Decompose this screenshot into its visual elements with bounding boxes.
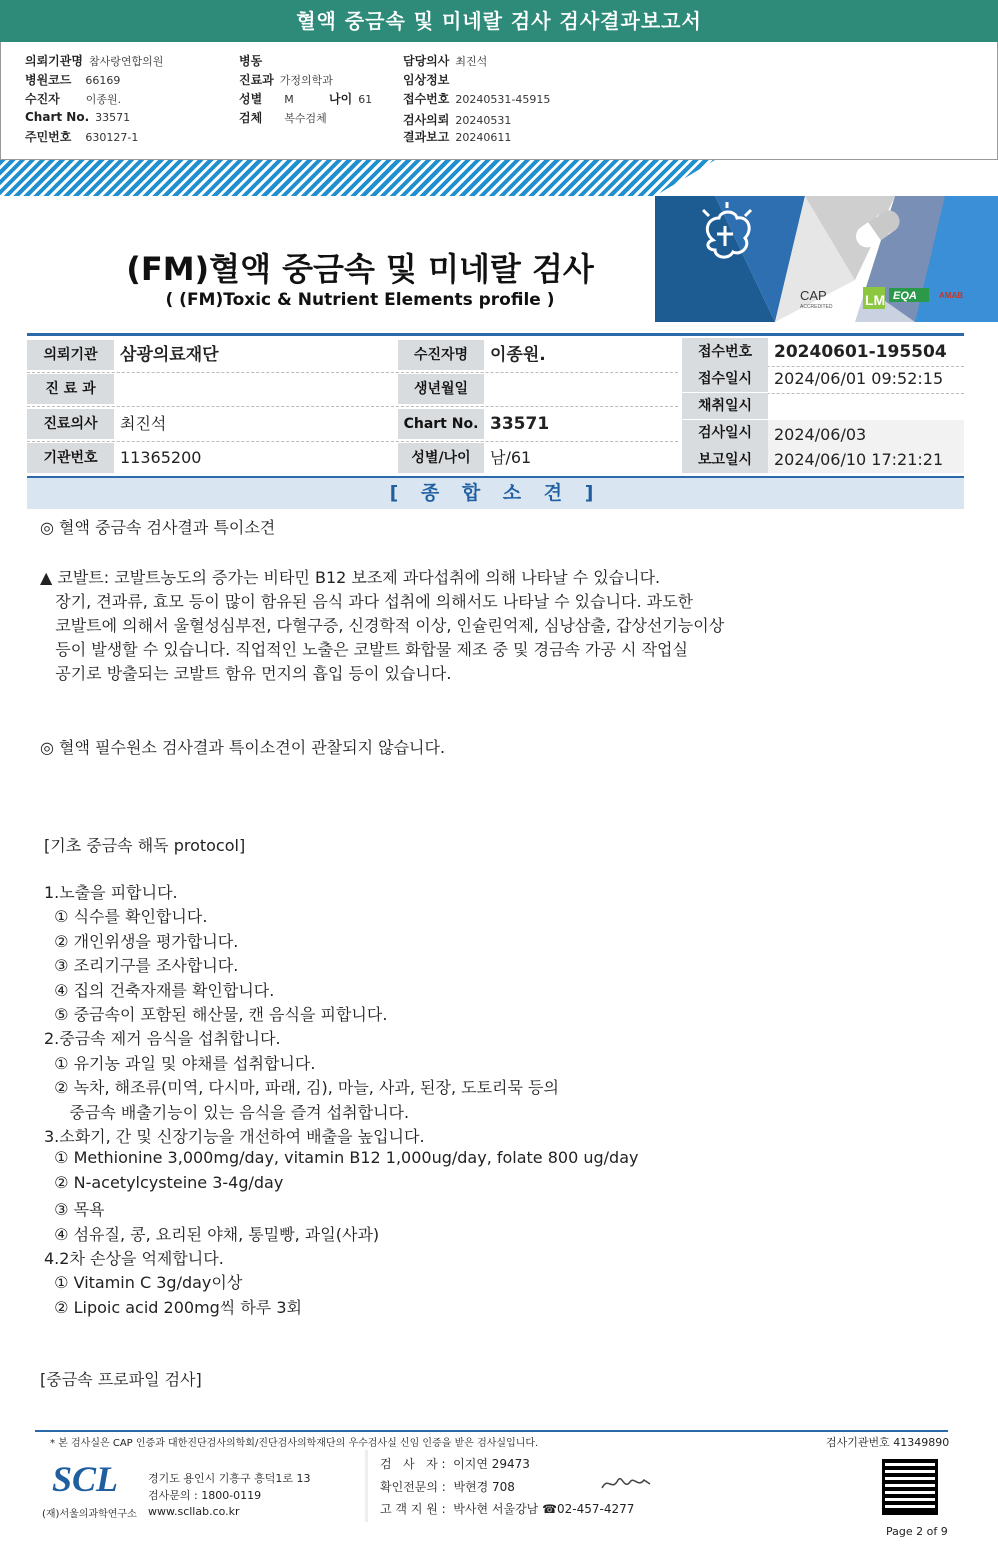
- summary-heading: [ 종 합 소 견 ]: [27, 476, 964, 509]
- footer-notice: * 본 검사실은 CAP 인증과 대한진단검사의학회/진단검사의학재단의 우수검사실 신임 인증을 받은 검사실입니다.: [50, 1438, 539, 1449]
- cap-accredited: ACCREDITED: [800, 304, 833, 310]
- protocol-line: ① Vitamin C 3g/day이상: [44, 1273, 243, 1293]
- row-divider: [27, 372, 678, 373]
- header-info-panel: [0, 42, 998, 160]
- info-patient: 수진자 이종원.: [25, 92, 122, 106]
- label-requesting-org: 의뢰기관: [27, 340, 114, 370]
- value-collection-time: [768, 393, 964, 419]
- row-divider: [27, 406, 678, 407]
- scl-logo: SCL: [52, 1459, 119, 1499]
- value-report-time: 2024/06/10 17:21:21: [768, 447, 964, 473]
- profile-title: [중금속 프로파일 검사]: [40, 1370, 202, 1389]
- protocol-line: 1.노출을 피합니다.: [44, 883, 178, 902]
- info-requesting-org: 의뢰기관명 참사랑연합의원: [25, 54, 164, 68]
- row-divider: [27, 441, 678, 442]
- value-chart-no: 33571: [490, 414, 550, 434]
- label-doctor: 진료의사: [27, 409, 114, 439]
- label-chart-no: Chart No.: [398, 409, 484, 439]
- qr-code: [882, 1459, 938, 1515]
- amab-logo: AMAB: [939, 291, 963, 300]
- protocol-line: 3.소화기, 간 및 신장기능을 개선하여 배출을 높입니다.: [44, 1127, 425, 1146]
- summary-essential-element-line: ◎ 혈액 필수원소 검사결과 특이소견이 관찰되지 않습니다.: [40, 738, 446, 757]
- value-sex-age: 남/61: [490, 448, 532, 467]
- footer-reviewer: 확인전문의 : 박현경 708: [380, 1480, 515, 1494]
- footer-tester: 검 사 자 : 이지연 29473: [380, 1457, 530, 1471]
- footer-divider: [365, 1450, 368, 1522]
- info-chart-no: Chart No. 33571: [25, 110, 131, 124]
- label-institution-no: 기관번호: [27, 443, 114, 473]
- value-department: [114, 374, 398, 404]
- value-patient-name: 이종원.: [490, 345, 546, 365]
- cap-logo: CAP: [800, 288, 827, 303]
- summary-cobalt-line: 등이 발생할 수 있습니다. 직업적인 노출은 코발트 화합물 제조 중 및 경금속 가공 시 작업실: [40, 640, 688, 659]
- report-title: 혈액 중금속 및 미네랄 검사 검사결과보고서: [0, 0, 998, 42]
- label-sex-age: 성별/나이: [398, 443, 484, 473]
- protocol-line: ④ 섬유질, 콩, 요리된 야채, 통밀빵, 과일(사과): [44, 1224, 380, 1244]
- test-title: (FM)혈액 중금속 및 미네랄 검사: [126, 250, 594, 288]
- protocol-line: ④ 집의 건축자재를 확인합니다.: [44, 980, 275, 1000]
- protocol-line: ② Lipoic acid 200mg씩 하루 3회: [44, 1297, 302, 1317]
- value-institution-no: 11365200: [120, 448, 202, 467]
- page-number: Page 2 of 9: [886, 1525, 948, 1538]
- label-receipt-time: 접수일시: [682, 366, 768, 392]
- info-receipt-no: 접수번호 20240531-45915: [403, 92, 551, 106]
- info-report-date: 결과보고 20240611: [403, 130, 512, 144]
- summary-cobalt-line: 코발트에 의해서 울혈성심부전, 다혈구증, 신경학적 이상, 인슐린억제, 심낭삼출, 갑상선기능이상: [40, 616, 725, 635]
- label-birthdate: 생년월일: [398, 374, 484, 404]
- info-request-date: 검사의뢰 20240531: [403, 113, 512, 127]
- footer-support: 고 객 지 원 : 박사현 서울강남 ☎02-457-4277: [380, 1502, 635, 1516]
- footer-border: [35, 1430, 948, 1432]
- value-birthdate: [484, 374, 678, 404]
- lm-logo: LM: [865, 292, 886, 308]
- protocol-line: 4.2차 손상을 억제합니다.: [44, 1249, 224, 1268]
- protocol-line: 2.중금속 제거 음식을 섭취합니다.: [44, 1029, 281, 1049]
- value-receipt-time: 2024/06/01 09:52:15: [774, 369, 944, 388]
- info-doctor: 담당의사 최진석: [403, 54, 488, 68]
- protocol-line: ② N-acetylcysteine 3-4g/day: [44, 1172, 284, 1192]
- label-patient-name: 수진자명: [398, 340, 484, 370]
- value-requesting-org: 삼광의료재단: [120, 345, 219, 365]
- protocol-line: ① 유기농 과일 및 야채를 섭취합니다.: [44, 1053, 316, 1073]
- protocol-line: ③ 목욕: [44, 1200, 105, 1220]
- test-subtitle: ( (FM)Toxic & Nutrient Elements profile ): [165, 290, 555, 310]
- protocol-line: 중금속 배출기능이 있는 음식을 즐겨 섭취합니다.: [44, 1102, 410, 1122]
- protocol-line: ③ 조리기구를 조사합니다.: [44, 956, 239, 976]
- info-resident-no: 주민번호 630127-1: [25, 130, 139, 144]
- summary-cobalt-line: 공기로 방출되는 코발트 함유 먼지의 흡입 등이 있습니다.: [40, 664, 452, 683]
- summary-heavy-metal-heading: ◎ 혈액 중금속 검사결과 특이소견: [40, 518, 276, 537]
- footer-phone: 검사문의 : 1800-0119: [148, 1489, 262, 1502]
- info-age: 나이 61: [329, 92, 373, 106]
- footer-lab-number: 검사기관번호 41349890: [826, 1436, 950, 1449]
- label-test-date: 검사일시: [682, 420, 768, 447]
- value-doctor: 최진석: [120, 414, 167, 433]
- label-receipt-no: 접수번호: [682, 338, 768, 366]
- summary-cobalt-line: 장기, 견과류, 효모 등이 많이 함유된 음식 과다 섭취에 의해서도 나타날 수 있습니다. 과도한: [40, 592, 694, 611]
- eqa-logo: EQA: [893, 290, 917, 302]
- info-department: 진료과 가정의학과: [239, 73, 333, 87]
- table-top-border: [27, 333, 964, 336]
- protocol-line: ② 녹차, 해조류(미역, 다시마, 파래, 김), 마늘, 사과, 된장, 도토리묵 등의: [44, 1078, 559, 1098]
- protocol-line: ① 식수를 확인합니다.: [44, 907, 208, 927]
- info-clinical: 임상정보: [403, 73, 450, 87]
- protocol-line: ① Methionine 3,000mg/day, vitamin B12 1,000ug/day, folate 800 ug/day: [44, 1148, 639, 1168]
- info-ward: 병동: [239, 54, 263, 68]
- footer-address: 경기도 용인시 기흥구 흥덕1로 13: [148, 1472, 311, 1485]
- label-report-time: 보고일시: [682, 447, 768, 473]
- protocol-line: ⑤ 중금속이 포함된 해산물, 캔 음식을 피합니다.: [44, 1005, 388, 1024]
- value-receipt-no: 20240601-195504: [774, 342, 947, 362]
- signature-image: [598, 1470, 654, 1496]
- info-specimen: 검체 복수검체: [239, 111, 327, 125]
- label-collection-time: 채취일시: [682, 393, 768, 419]
- protocol-title: [기초 중금속 해독 protocol]: [44, 836, 246, 855]
- info-sex: 성별 M: [239, 92, 294, 106]
- protocol-line: ② 개인위생을 평가합니다.: [44, 931, 239, 951]
- footer-website[interactable]: www.scllab.co.kr: [148, 1505, 240, 1518]
- footer-org: (재)서울의과학연구소: [42, 1509, 137, 1520]
- summary-cobalt-line: ▲ 코발트: 코발트농도의 증가는 비타민 B12 보조제 과다섭취에 의해 나타날 수 있습니다.: [40, 568, 661, 587]
- info-hospital-code: 병원코드 66169: [25, 73, 121, 87]
- label-department: 진 료 과: [27, 374, 114, 404]
- value-test-date: 2024/06/03: [768, 420, 964, 447]
